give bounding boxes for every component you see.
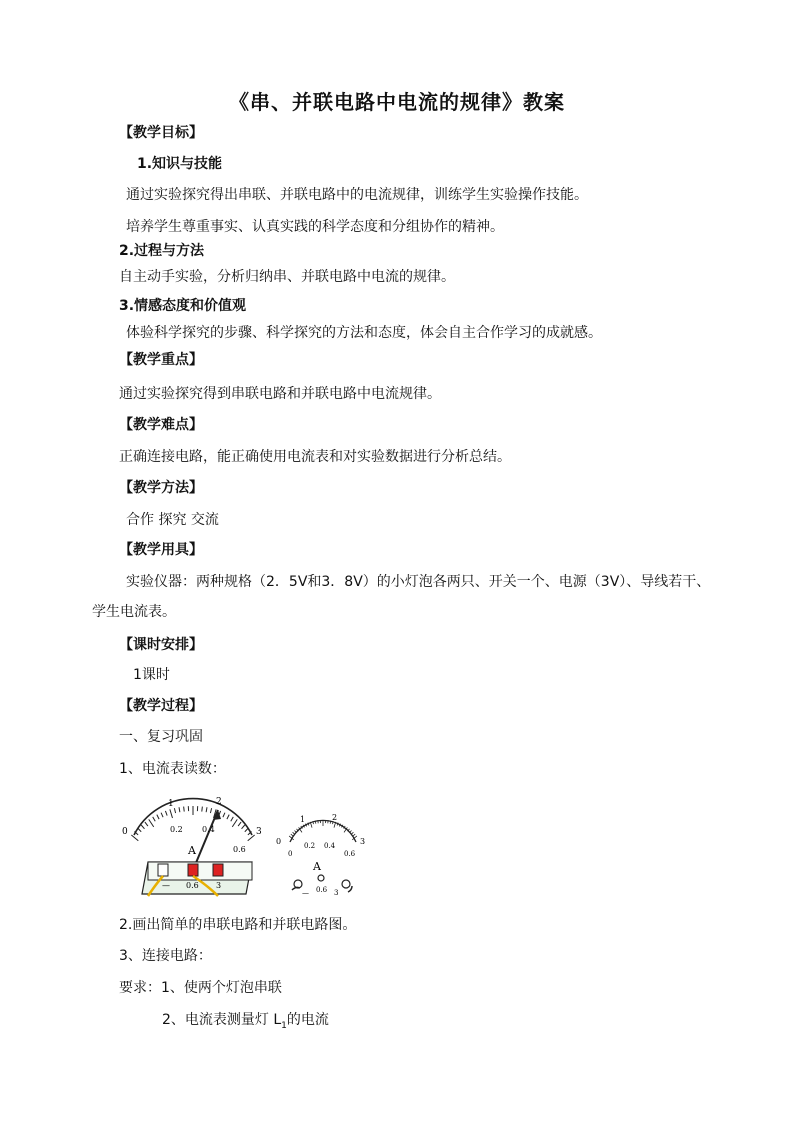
scale-label: 3 xyxy=(256,827,262,837)
page-title: 《串、并联电路中电流的规律》教案 xyxy=(229,90,565,114)
scale-tick xyxy=(157,815,159,819)
scale-tick xyxy=(351,832,353,834)
scale-tick xyxy=(179,807,180,812)
objectives-heading: 【教学目标】 xyxy=(119,125,203,141)
unit-label: A xyxy=(313,860,321,873)
scale-tick xyxy=(174,808,175,813)
scale-label: 0.2 xyxy=(304,842,316,850)
terminal-3 xyxy=(342,880,350,888)
attitude-heading: 3.情感态度和价值观 xyxy=(119,298,247,314)
scale-tick xyxy=(291,834,293,836)
terminal-0-6 xyxy=(318,875,324,881)
requirement-2 xyxy=(162,1011,329,1035)
scale-tick xyxy=(245,828,248,832)
scale-label: 1 xyxy=(300,815,306,824)
process-method-text: 自主动手实验，分析归纳串、并联电路中电流的规律。 xyxy=(119,269,455,285)
terminal-label: 3 xyxy=(334,889,339,897)
scale-tick xyxy=(242,825,245,829)
scale-label: 3 xyxy=(360,837,366,846)
scale-tick xyxy=(238,822,241,826)
terminal-0-6 xyxy=(188,864,198,876)
requirement-1: 要求：1、使两个灯泡串联 xyxy=(119,980,282,996)
scale-tick xyxy=(145,822,148,826)
terminal-3 xyxy=(213,864,223,876)
objective-text-1: 通过实验探究得出串联、并联电路中的电流规律，训练学生实验操作技能。 xyxy=(126,187,588,203)
scale-tick xyxy=(149,819,154,826)
tools-heading: 【教学用具】 xyxy=(119,542,203,558)
item-connect-circuit: 3、连接电路： xyxy=(119,948,212,964)
scale-tick xyxy=(206,807,207,812)
scale-tick xyxy=(131,835,138,841)
scale-tick xyxy=(330,821,331,824)
scale-tick xyxy=(170,809,173,818)
scale-label: 0.6 xyxy=(233,845,246,854)
scale-tick xyxy=(210,808,211,813)
scale-label: 0.2 xyxy=(170,825,183,834)
scale-label: 0 xyxy=(288,850,293,858)
scale-tick xyxy=(141,825,144,829)
scale-tick xyxy=(231,817,234,821)
scale-tick xyxy=(248,835,255,841)
scale-tick xyxy=(153,817,156,821)
terminal-label: 0.6 xyxy=(186,881,199,890)
key-points-heading: 【教学重点】 xyxy=(119,352,203,368)
difficulties-heading: 【教学难点】 xyxy=(119,417,203,433)
difficulties-text: 正确连接电路，能正确使用电流表和对实验数据进行分析总结。 xyxy=(119,449,511,465)
scale-tick xyxy=(184,807,185,812)
subscript: 1 xyxy=(281,1020,287,1031)
scale-tick xyxy=(353,834,355,836)
scale-tick xyxy=(138,828,141,832)
scale-label: 0.4 xyxy=(324,842,336,850)
unit-label: A xyxy=(188,844,196,857)
schedule-heading: 【课时安排】 xyxy=(119,637,203,653)
scale-tick xyxy=(165,811,167,816)
terminal-label: — xyxy=(302,889,309,897)
ammeter-2 xyxy=(276,813,365,897)
objective-text-2: 培养学生尊重事实、认真实践的科学态度和分组协作的精神。 xyxy=(126,219,504,235)
ammeter-figure xyxy=(118,792,368,902)
requirement-2-text: 2、电流表测量灯 L xyxy=(162,1012,282,1028)
process-method-heading: 2.过程与方法 xyxy=(119,243,205,259)
terminal-negative xyxy=(158,864,168,876)
scale-tick xyxy=(293,832,295,834)
process-heading: 【教学过程】 xyxy=(119,698,203,714)
terminal-label: 0.6 xyxy=(316,886,328,894)
scale-label: 2 xyxy=(216,797,222,807)
terminal-label: — xyxy=(162,881,170,890)
knowledge-skills-heading: 1.知识与技能 xyxy=(137,156,223,172)
scale-tick xyxy=(315,821,316,824)
scale-label: 0 xyxy=(122,827,128,837)
item-ammeter-reading: 1、电流表读数： xyxy=(119,761,226,777)
scale-label: 0.6 xyxy=(344,850,356,858)
tools-text-line1: 实验仪器：两种规格（2．5V和3．8V）的小灯泡各两只、开关一个、电源（3V）、导线若干、 xyxy=(126,574,711,590)
schedule-text: 1课时 xyxy=(133,667,170,683)
requirement-2-text-end: 的电流 xyxy=(286,1012,329,1028)
scale-tick xyxy=(232,819,237,826)
scale-label: 1 xyxy=(168,799,174,809)
attitude-text: 体验科学探究的步骤、科学探究的方法和态度，体会自主合作学习的成就感。 xyxy=(126,325,602,341)
scale-tick xyxy=(202,807,203,812)
item-draw-circuits: 2.画出简单的串联电路和并联电路图。 xyxy=(119,917,357,933)
methods-heading: 【教学方法】 xyxy=(119,480,203,496)
terminal-label: 3 xyxy=(216,881,222,890)
scale-label: 2 xyxy=(332,813,338,822)
scale-label: 0.4 xyxy=(202,825,215,834)
scale-tick xyxy=(223,813,225,818)
tools-text-line2: 学生电流表。 xyxy=(92,604,176,620)
scale-tick xyxy=(161,813,163,818)
methods-text: 合作 探究 交流 xyxy=(126,512,219,528)
review-heading: 一、复习巩固 xyxy=(119,729,203,745)
scale-tick xyxy=(227,815,229,819)
ammeter-1 xyxy=(122,797,262,896)
scale-label: 0 xyxy=(276,837,282,846)
key-points-text: 通过实验探究得到串联电路和并联电路中电流规律。 xyxy=(119,386,441,402)
